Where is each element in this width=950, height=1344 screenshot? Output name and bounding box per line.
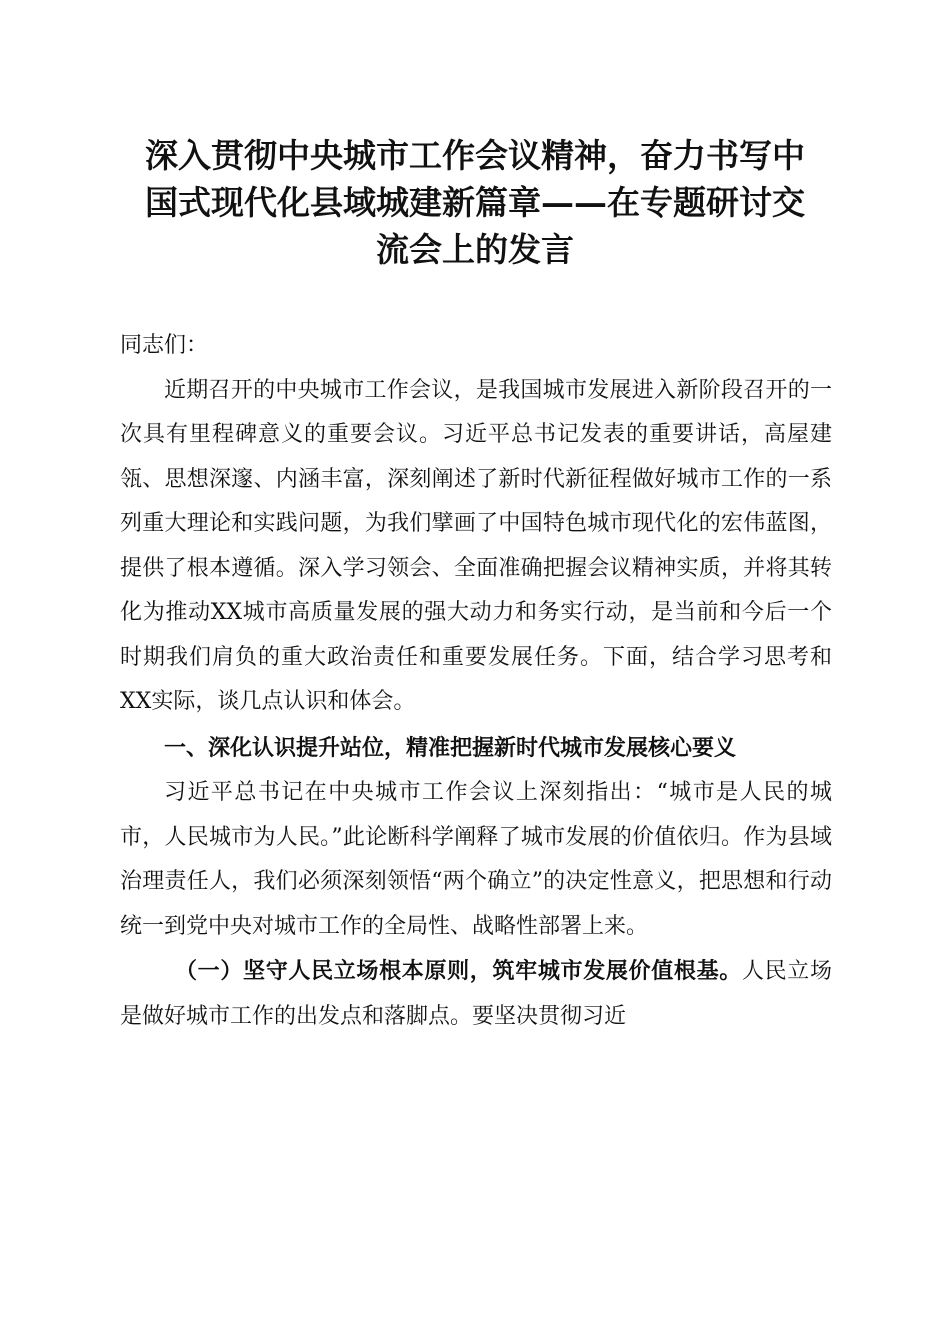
salutation: 同志们：: [120, 333, 209, 358]
document-body: [120, 324, 832, 1039]
section-heading-1: 一、深化认识提升站位，精准把握新时代城市发展核心要义: [164, 735, 737, 761]
subsection-text-1: 人民立场是做好城市工作的出发点和落脚点。要坚决贯彻习近: [120, 959, 832, 1029]
title-line-2: 国式现代化县域城建新篇章——在专题研讨交: [145, 183, 805, 222]
subsection-paragraph-1: [120, 949, 832, 1039]
subsection-heading-1: （一）坚守人民立场根本原则，筑牢城市发展价值根基。: [175, 958, 742, 984]
section-1-paragraph: 习近平总书记在中央城市工作会议上深刻指出：“城市是人民的城市，人民城市为人民。”此论断科学阐释了城市发展的价值依归。作为县域治理责任人，我们必须深刻领悟“两个确立”的决定性意义，把思想和行动统一到党中央对城市工作的全局性、战略性部署上来。: [120, 780, 832, 939]
intro-paragraph: 近期召开的中央城市工作会议，是我国城市发展进入新阶段召开的一次具有里程碑意义的重要会议。习近平总书记发表的重要讲话，高屋建瓴、思想深邃、内涵丰富，深刻阐述了新时代新征程做好城市工作的一系列重大理论和实践问题，为我们擘画了中国特色城市现代化的宏伟蓝图，提供了根本遵循。深入学习领会、全面准确把握会议精神实质，并将其转化为推动XX城市高质量发展的强大动力和务实行动，是当前和今后一个时期我们肩负的重大政治责任和重要发展任务。下面，结合学习思考和XX实际，谈几点认识和体会。: [120, 377, 832, 714]
title-line-1: 深入贯彻中央城市工作会议精神，奋力书写中: [145, 136, 805, 175]
title-line-3: 流会上的发言: [376, 230, 574, 269]
document-title: [118, 132, 832, 273]
